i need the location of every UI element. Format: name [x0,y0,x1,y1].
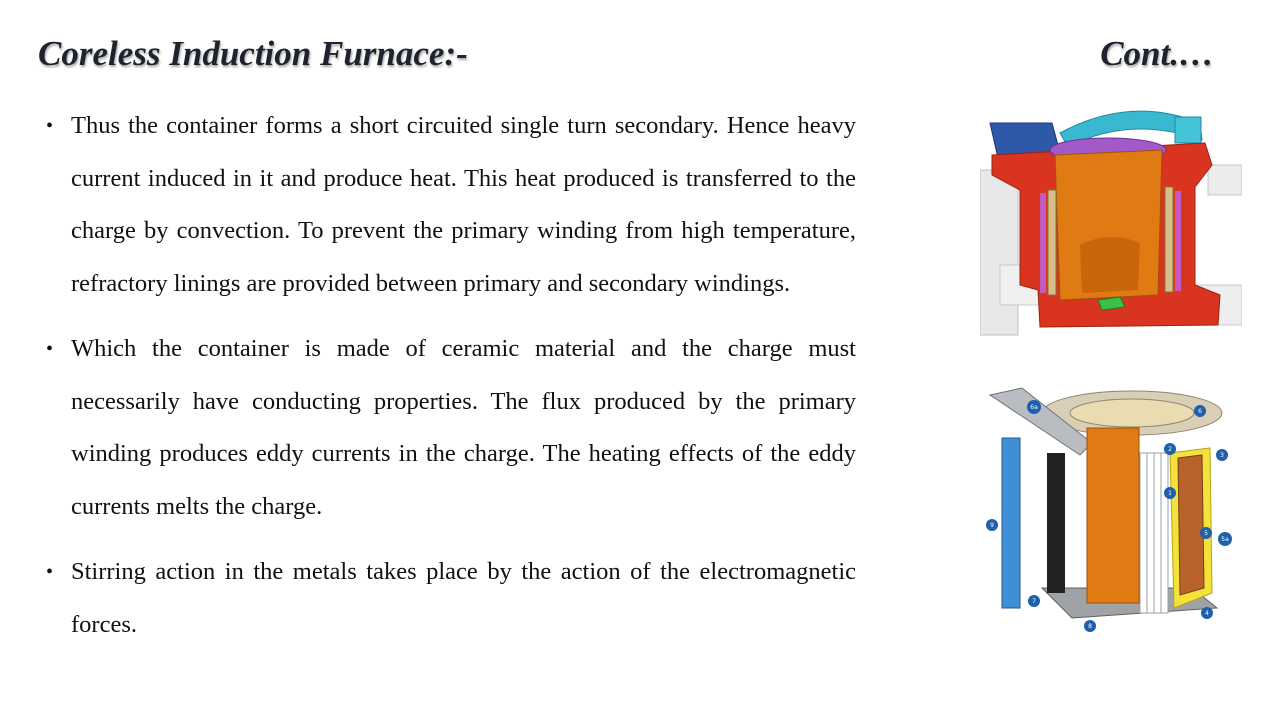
bullet-dot-icon: • [46,561,54,583]
label-7: 7 [1032,598,1036,605]
bullet-text: Stirring action in the metals takes place by the action of the electromagnetic forces. [71,558,856,638]
label-8: 8 [1088,623,1092,630]
slide-title: Coreless Induction Furnace:- [38,34,468,73]
furnace-cutaway-icon [980,95,1242,340]
bullet-text: Thus the container forms a short circuited single turn secondary. Hence heavy current induced in it and produce heat. This heat produced is transferred to the charge by convection. To prevent the primary winding from high temperature, refractory linings are provided between primary and secondary windings. [71,112,856,297]
furnace-cutaway-image-2 [982,383,1240,638]
bullet-dot-icon: • [46,338,54,360]
furnace-cutaway-image-1 [980,95,1242,340]
continuation-marker: Cont.… [1100,34,1214,73]
bullet-text: Which the container is made of ceramic material and the charge must necessarily have conducting properties. The flux produced by the primary winding produces eddy currents in the charge. The heating effects of the eddy currents melts the charge. [71,335,856,520]
label-3: 3 [1220,452,1224,459]
label-1: 1 [1168,490,1172,497]
bullet-item [46,323,856,533]
label-6a: 6a [1030,404,1038,411]
label-4: 4 [1205,610,1209,617]
label-5a: 5a [1221,536,1229,543]
bullet-item [46,100,856,310]
label-6: 6 [1198,408,1202,415]
label-5: 5 [1204,530,1208,537]
bullet-dot-icon: • [46,115,54,137]
label-9: 9 [990,522,994,529]
bullet-item [46,546,856,651]
bullet-list [46,100,856,664]
label-2: 2 [1168,446,1172,453]
labeled-furnace-diagram-icon [982,383,1240,638]
